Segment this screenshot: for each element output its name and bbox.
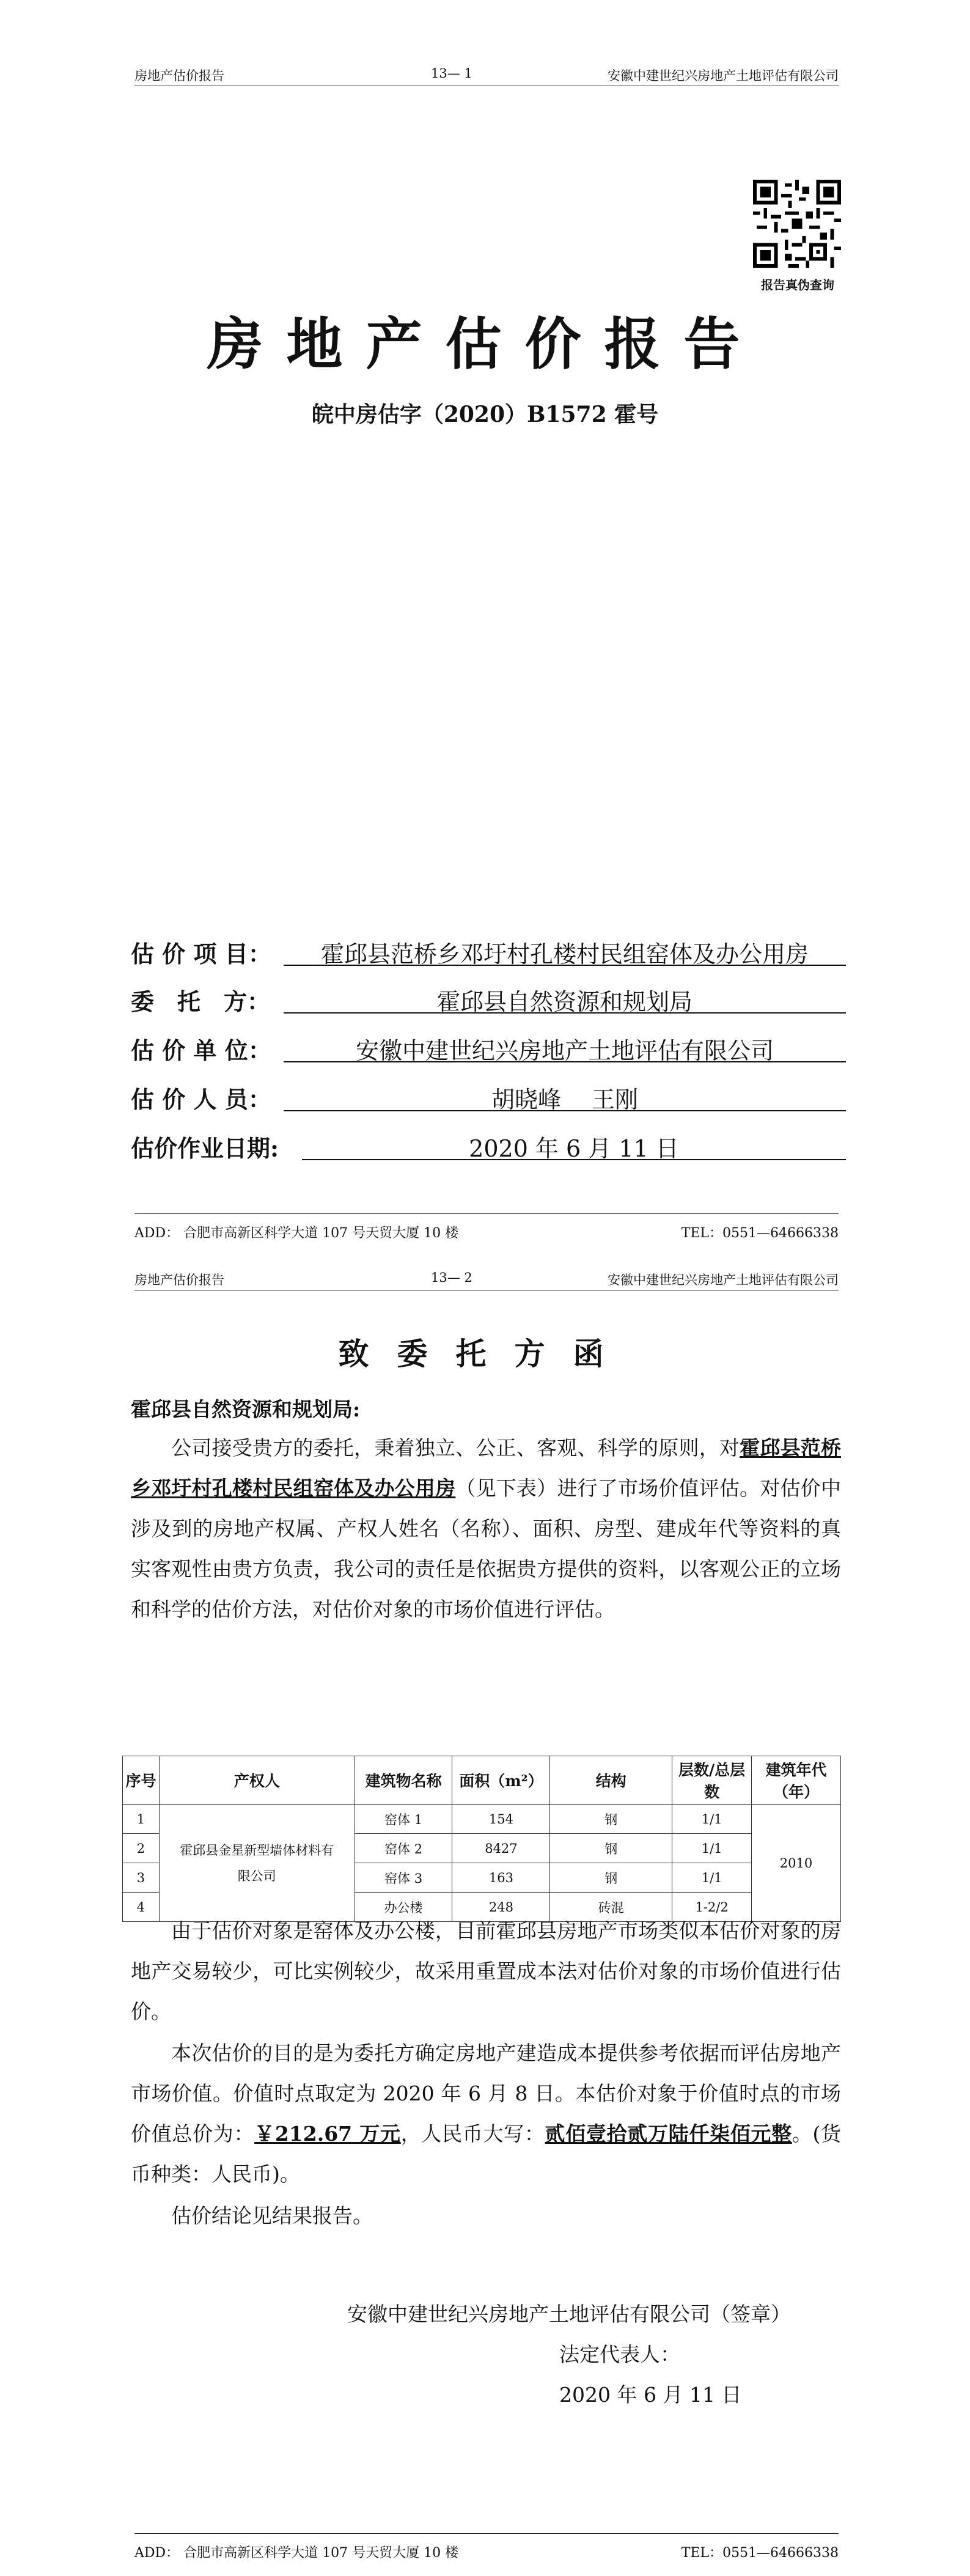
- cell-name: 窑体 3: [355, 1863, 452, 1893]
- field-label: 估 价 单 位：: [131, 1037, 271, 1064]
- field-project: [131, 935, 864, 966]
- footer-tel: TEL：0551—64666338: [681, 2545, 839, 2561]
- col-header: 建筑年代（年）: [752, 1756, 841, 1805]
- cell-no: 2: [123, 1834, 160, 1863]
- col-header: 建筑物名称: [355, 1756, 452, 1805]
- footer-address: ADD： 合肥市高新区科学大道 107 号天贸大厦 10 楼: [134, 2545, 459, 2561]
- table-row: [123, 1805, 841, 1834]
- project-name-underlined: 霍邱县范桥乡邓圩村孔楼村民组窑体及办公用房: [131, 1436, 841, 1500]
- field-label: 委 托 方：: [131, 988, 271, 1015]
- cell-area: 154: [452, 1805, 550, 1834]
- value-text: 本次估价的目的是为委托方确定房地产建造成本提供参考依据而评估房地产市场价值。价值时点取定为 2020 年 6 月 8 日。本估价对象于价值时点的市场价值总价为：: [131, 2041, 841, 2146]
- field-value: 2020 年 6 月 11 日: [302, 1130, 846, 1160]
- cell-no: 1: [123, 1805, 160, 1834]
- field-label: 估 价 人 员：: [131, 1086, 271, 1113]
- value-text-cont: ，人民币大写：: [400, 2122, 545, 2146]
- cell-area: 8427: [452, 1834, 550, 1863]
- cell-area: 163: [452, 1863, 550, 1893]
- qr-caption: 报告真伪查询: [761, 278, 834, 292]
- intro-text: 公司接受贵方的委托，秉着独立、公正、客观、科学的原则，对: [171, 1436, 740, 1460]
- signature-representative: 法定代表人：: [559, 2342, 680, 2366]
- intro-text-cont: （见下表）进行了市场价值评估。对估价中涉及到的房地产权属、产权人姓名（名称）、面积、房型、建成年代等资料的真实客观性由贵方负责，我公司的责任是依据贵方提供的资料，以客观公正的立场和科学的估价方法，对估价对象的市场价值进行评估。: [131, 1476, 842, 1621]
- value-text-end: 。(货币种类：人民币)。: [131, 2122, 842, 2186]
- field-work-date: [131, 1130, 864, 1160]
- cell-structure: 钢: [550, 1805, 672, 1834]
- signature-date: 2020 年 6 月 11 日: [559, 2383, 742, 2407]
- paragraph-value: [131, 2033, 841, 2195]
- cell-year: 2010: [752, 1805, 841, 1922]
- report-number: 皖中房估字（2020）B1572 霍号: [311, 402, 659, 427]
- header-company: 安徽中建世纪兴房地产土地评估有限公司: [608, 1273, 839, 1287]
- col-header: 序号: [123, 1756, 160, 1805]
- total-value: ￥212.67 万元: [254, 2122, 401, 2146]
- total-value-uppercase: 贰佰壹拾贰万陆仟柒佰元整: [545, 2122, 792, 2146]
- col-header: 产权人: [159, 1756, 355, 1805]
- field-client: [131, 983, 864, 1014]
- field-value: 胡晓峰 王刚: [284, 1081, 846, 1111]
- page-header: [134, 61, 839, 86]
- paragraph-method: 由于估价对象是窑体及办公楼，目前霍邱县房地产市场类似本估价对象的房地产交易较少，可比实例较少，故采用重置成本法对估价对象的市场价值进行估价。: [131, 1919, 841, 2023]
- cell-area: 248: [452, 1893, 550, 1922]
- signature-company: 安徽中建世纪兴房地产土地评估有限公司（签章）: [347, 2302, 791, 2326]
- cell-name: 办公楼: [355, 1893, 452, 1922]
- col-header: 结构: [550, 1756, 672, 1805]
- field-label: 估价作业日期:: [131, 1135, 279, 1162]
- col-header: 层数/总层数: [672, 1756, 752, 1805]
- cell-no: 4: [123, 1893, 160, 1922]
- cell-floors: 1/1: [672, 1863, 752, 1893]
- cell-structure: 钢: [550, 1834, 672, 1863]
- header-doc-name: 房地产估价报告: [134, 1273, 224, 1287]
- field-appraisers: [131, 1081, 864, 1111]
- paragraph-conclusion: 估价结论见结果报告。: [171, 2204, 373, 2228]
- cell-floors: 1-2/2: [672, 1893, 752, 1922]
- footer-tel: TEL：0551—64666338: [681, 1226, 839, 1241]
- cell-floors: 1/1: [672, 1834, 752, 1863]
- cell-owner: 霍邱县金星新型墙体材料有限公司: [159, 1805, 355, 1922]
- qr-code-icon[interactable]: [753, 180, 841, 268]
- field-label: 估 价 项 目：: [131, 940, 271, 968]
- cell-structure: 钢: [550, 1863, 672, 1893]
- page-footer: [134, 2533, 839, 2561]
- field-appraiser-firm: [131, 1032, 864, 1062]
- cell-no: 3: [123, 1863, 160, 1893]
- paragraph-intro: [131, 1428, 841, 1630]
- field-value: 霍邱县范桥乡邓圩村孔楼村民组窑体及办公用房: [284, 935, 846, 966]
- footer-address: ADD： 合肥市高新区科学大道 107 号天贸大厦 10 楼: [134, 1226, 459, 1241]
- page-1: [0, 0, 970, 1256]
- table-header-row: [123, 1756, 841, 1805]
- field-value: 霍邱县自然资源和规划局: [284, 983, 846, 1014]
- header-doc-name: 房地产估价报告: [134, 68, 224, 83]
- header-page-number: 13— 1: [431, 66, 472, 81]
- header-company: 安徽中建世纪兴房地产土地评估有限公司: [608, 68, 839, 83]
- report-title: 房地产估价报告: [207, 311, 763, 377]
- page-footer: [134, 1213, 839, 1241]
- field-value: 安徽中建世纪兴房地产土地评估有限公司: [284, 1032, 846, 1062]
- col-header: 面积（m²）: [452, 1756, 550, 1805]
- property-table: [122, 1756, 841, 1922]
- cell-floors: 1/1: [672, 1805, 752, 1834]
- cell-name: 窑体 1: [355, 1805, 452, 1834]
- letter-title: 致委托方函: [338, 1336, 632, 1372]
- letter-addressee: 霍邱县自然资源和规划局:: [131, 1397, 361, 1421]
- header-page-number: 13— 2: [431, 1270, 472, 1285]
- page-header: [134, 1265, 839, 1290]
- cell-structure: 砖混: [550, 1893, 672, 1922]
- cell-name: 窑体 2: [355, 1834, 452, 1863]
